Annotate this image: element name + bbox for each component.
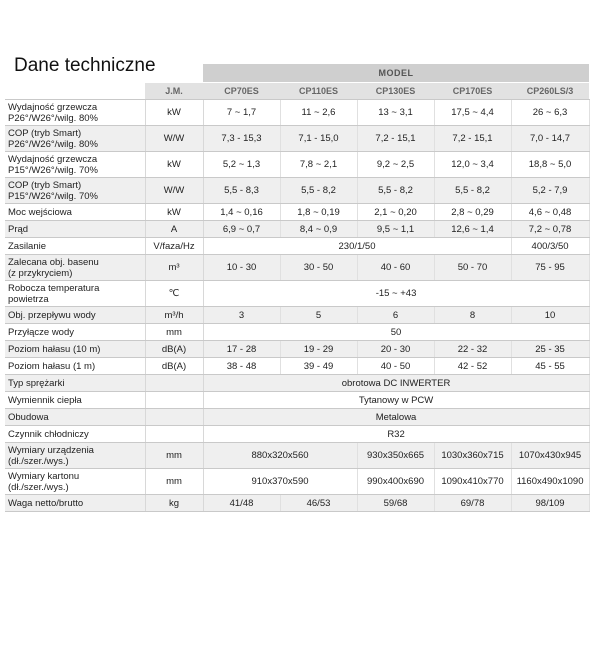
value-cell: 3 — [203, 307, 280, 324]
value-cell: 26 ~ 6,3 — [511, 100, 589, 126]
model-header-row — [5, 64, 589, 83]
unit-cell — [145, 392, 203, 409]
spec-row — [5, 469, 589, 495]
value-cell: 46/53 — [280, 495, 357, 512]
spec-row — [5, 307, 589, 324]
spec-table-container — [5, 64, 589, 512]
value-cell: 1,8 ~ 0,19 — [280, 204, 357, 221]
row-label-line: Wymiary urządzenia — [8, 444, 94, 456]
row-label-line: (dł./szer./wys.) — [8, 455, 69, 467]
spec-row — [5, 426, 589, 443]
value-cell: 10 — [511, 307, 589, 324]
header-blank-cell — [145, 64, 203, 83]
model-column-header: CP260LS/3 — [511, 83, 589, 100]
value-cell: 17 - 28 — [203, 341, 280, 358]
spec-row — [5, 100, 589, 126]
header-blank-cell — [5, 64, 145, 83]
value-cell: 5,2 ~ 1,3 — [203, 152, 280, 178]
spec-row — [5, 126, 589, 152]
unit-cell: W/W — [145, 126, 203, 152]
row-label — [5, 178, 145, 204]
row-label-line: Zasilanie — [8, 240, 47, 252]
value-cell-span: Metalowa — [203, 409, 589, 426]
row-label-line: Obudowa — [8, 411, 49, 423]
value-cell: 45 - 55 — [511, 358, 589, 375]
value-cell: 5,5 - 8,3 — [203, 178, 280, 204]
value-cell: 7,1 - 15,0 — [280, 126, 357, 152]
unit-cell: mm — [145, 469, 203, 495]
value-cell: 40 - 50 — [357, 358, 434, 375]
spec-row — [5, 375, 589, 392]
unit-cell: kg — [145, 495, 203, 512]
spec-row — [5, 409, 589, 426]
row-label — [5, 358, 145, 375]
value-cell: 1,4 ~ 0,16 — [203, 204, 280, 221]
row-label-line: Przyłącze wody — [8, 326, 74, 338]
spec-row — [5, 443, 589, 469]
row-label — [5, 469, 145, 495]
value-cell: 2,8 ~ 0,29 — [434, 204, 511, 221]
value-cell: 9,2 ~ 2,5 — [357, 152, 434, 178]
value-cell: 19 - 29 — [280, 341, 357, 358]
value-cell: 2,1 ~ 0,20 — [357, 204, 434, 221]
unit-cell: dB(A) — [145, 358, 203, 375]
value-cell: 5 — [280, 307, 357, 324]
row-label-line: Obj. przepływu wody — [8, 309, 96, 321]
value-cell: 6 — [357, 307, 434, 324]
value-cell-span: -15 ~ +43 — [203, 281, 589, 307]
column-header-row — [5, 83, 589, 100]
unit-cell — [145, 409, 203, 426]
value-cell-span: 230/1/50 — [203, 238, 511, 255]
row-label-line: powietrza — [8, 293, 49, 305]
value-cell-span: R32 — [203, 426, 589, 443]
value-cell: 990x400x690 — [357, 469, 434, 495]
row-label — [5, 204, 145, 221]
unit-cell: kW — [145, 152, 203, 178]
spec-row — [5, 392, 589, 409]
unit-cell: V/faza/Hz — [145, 238, 203, 255]
value-cell: 5,5 - 8,2 — [357, 178, 434, 204]
value-cell: 1070x430x945 — [511, 443, 589, 469]
value-cell: 7,2 - 15,1 — [357, 126, 434, 152]
value-cell: 5,2 - 7,9 — [511, 178, 589, 204]
value-cell: 1030x360x715 — [434, 443, 511, 469]
page-title: Dane techniczne — [14, 55, 156, 76]
spec-row — [5, 358, 589, 375]
unit-cell: mm — [145, 443, 203, 469]
row-label — [5, 126, 145, 152]
value-cell: 18,8 ~ 5,0 — [511, 152, 589, 178]
row-label-line: Poziom hałasu (10 m) — [8, 343, 101, 355]
spec-row — [5, 152, 589, 178]
value-cell: 75 - 95 — [511, 255, 589, 281]
spec-row — [5, 281, 589, 307]
row-label-line: Czynnik chłodniczy — [8, 428, 89, 440]
model-column-header: CP110ES — [280, 83, 357, 100]
value-cell: 69/78 — [434, 495, 511, 512]
value-cell: 5,5 - 8,2 — [280, 178, 357, 204]
value-cell: 6,9 ~ 0,7 — [203, 221, 280, 238]
value-cell: 38 - 48 — [203, 358, 280, 375]
model-column-header: CP170ES — [434, 83, 511, 100]
unit-cell: kW — [145, 100, 203, 126]
spec-table — [5, 64, 590, 512]
row-label — [5, 495, 145, 512]
value-cell: 25 - 35 — [511, 341, 589, 358]
unit-cell: kW — [145, 204, 203, 221]
model-column-header: CP70ES — [203, 83, 280, 100]
value-cell: 8,4 ~ 0,9 — [280, 221, 357, 238]
value-cell-span: 50 — [203, 324, 589, 341]
unit-cell: ℃ — [145, 281, 203, 307]
value-cell: 7,0 - 14,7 — [511, 126, 589, 152]
value-cell: 10 - 30 — [203, 255, 280, 281]
spec-row — [5, 495, 589, 512]
spec-row — [5, 255, 589, 281]
row-label-line: Waga netto/brutto — [8, 497, 84, 509]
unit-cell: dB(A) — [145, 341, 203, 358]
value-cell: 20 - 30 — [357, 341, 434, 358]
unit-cell: m³/h — [145, 307, 203, 324]
value-cell: 39 - 49 — [280, 358, 357, 375]
row-label-line: P15°/W26°/wilg. 70% — [8, 190, 98, 202]
row-label-line: P26°/W26°/wilg. 80% — [8, 112, 98, 124]
row-label — [5, 100, 145, 126]
spec-row — [5, 238, 589, 255]
row-label-line: (z przykryciem) — [8, 267, 73, 279]
row-label-line: Typ sprężarki — [8, 377, 65, 389]
row-label-line: Poziom hałasu (1 m) — [8, 360, 96, 372]
value-cell-span: obrotowa DC INWERTER — [203, 375, 589, 392]
row-label-line: P15°/W26°/wilg. 70% — [8, 164, 98, 176]
value-cell: 7 ~ 1,7 — [203, 100, 280, 126]
row-label — [5, 443, 145, 469]
row-label-line: Zalecana obj. basenu — [8, 256, 99, 268]
unit-cell: W/W — [145, 178, 203, 204]
row-label-line: Prąd — [8, 223, 29, 235]
spec-row — [5, 221, 589, 238]
value-cell: 40 - 60 — [357, 255, 434, 281]
row-label — [5, 324, 145, 341]
row-label — [5, 152, 145, 178]
row-label-line: Wydajność grzewcza — [8, 101, 98, 113]
row-label-line: Wymiary kartonu — [8, 470, 80, 482]
row-label-line: Wymiennik ciepła — [8, 394, 82, 406]
value-cell-span: 880x320x560 — [203, 443, 357, 469]
row-label-line: COP (tryb Smart) — [8, 179, 82, 191]
unit-cell: A — [145, 221, 203, 238]
value-cell: 8 — [434, 307, 511, 324]
unit-cell — [145, 426, 203, 443]
value-cell: 30 - 50 — [280, 255, 357, 281]
value-cell: 42 - 52 — [434, 358, 511, 375]
value-cell-span: Tytanowy w PCW — [203, 392, 589, 409]
unit-cell: mm — [145, 324, 203, 341]
value-cell-span: 910x370x590 — [203, 469, 357, 495]
value-cell: 1090x410x770 — [434, 469, 511, 495]
row-label — [5, 426, 145, 443]
row-label — [5, 255, 145, 281]
value-cell: 7,3 - 15,3 — [203, 126, 280, 152]
value-cell: 98/109 — [511, 495, 589, 512]
value-cell: 12,0 ~ 3,4 — [434, 152, 511, 178]
value-cell: 930x350x665 — [357, 443, 434, 469]
spec-row — [5, 324, 589, 341]
value-cell: 400/3/50 — [511, 238, 589, 255]
value-cell: 4,6 ~ 0,48 — [511, 204, 589, 221]
header-blank-cell — [5, 83, 145, 100]
value-cell: 59/68 — [357, 495, 434, 512]
row-label-line: P26°/W26°/wilg. 80% — [8, 138, 98, 150]
row-label — [5, 281, 145, 307]
value-cell: 17,5 ~ 4,4 — [434, 100, 511, 126]
row-label-line: Wydajność grzewcza — [8, 153, 98, 165]
spec-row — [5, 204, 589, 221]
value-cell: 22 - 32 — [434, 341, 511, 358]
unit-cell — [145, 375, 203, 392]
model-column-header: CP130ES — [357, 83, 434, 100]
spec-row — [5, 341, 589, 358]
row-label-line: COP (tryb Smart) — [8, 127, 82, 139]
value-cell: 5,5 - 8,2 — [434, 178, 511, 204]
value-cell: 11 ~ 2,6 — [280, 100, 357, 126]
row-label-line: Robocza temperatura — [8, 282, 100, 294]
row-label — [5, 307, 145, 324]
row-label — [5, 375, 145, 392]
value-cell: 9,5 ~ 1,1 — [357, 221, 434, 238]
row-label — [5, 409, 145, 426]
row-label — [5, 221, 145, 238]
row-label — [5, 238, 145, 255]
value-cell: 7,2 - 15,1 — [434, 126, 511, 152]
value-cell: 7,2 ~ 0,78 — [511, 221, 589, 238]
value-cell: 12,6 ~ 1,4 — [434, 221, 511, 238]
value-cell: 13 ~ 3,1 — [357, 100, 434, 126]
row-label-line: (dł./szer./wys.) — [8, 481, 69, 493]
row-label-line: Moc wejściowa — [8, 206, 72, 218]
value-cell: 1160x490x1090 — [511, 469, 589, 495]
spec-row — [5, 178, 589, 204]
value-cell: 50 - 70 — [434, 255, 511, 281]
unit-column-header: J.M. — [145, 83, 203, 100]
unit-cell: m³ — [145, 255, 203, 281]
model-group-label: MODEL — [203, 64, 589, 83]
value-cell: 41/48 — [203, 495, 280, 512]
value-cell: 7,8 ~ 2,1 — [280, 152, 357, 178]
row-label — [5, 341, 145, 358]
row-label — [5, 392, 145, 409]
